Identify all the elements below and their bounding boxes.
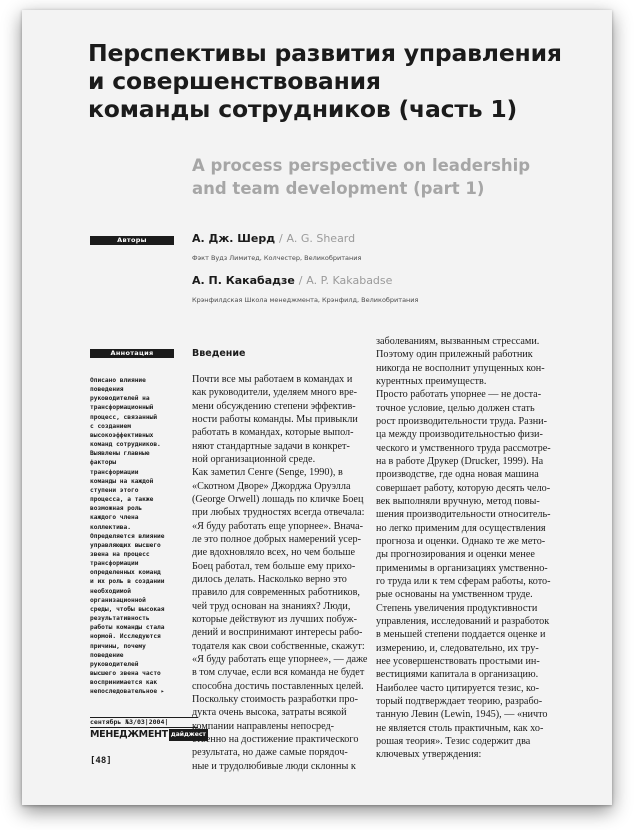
abstract-line: руководителей на — [90, 395, 150, 403]
abstract-line: непоследовательное ▸ — [90, 688, 165, 696]
body-line: Просто работать упорнее — не доста- — [376, 389, 542, 401]
body-line: на в работе Друкер (Drucker, 1999). На — [376, 455, 544, 467]
abstract-line: поведения — [90, 386, 124, 394]
abstract-text — [90, 376, 194, 696]
body-line: никогда не восполнит упущенных кон- — [376, 362, 545, 374]
logo-digest-badge: дайджест — [169, 729, 208, 741]
authors-label: Авторы — [90, 236, 174, 245]
body-line: век выполняли вручную, метод повы- — [376, 495, 540, 507]
abstract-line: команд сотрудников. — [90, 441, 161, 449]
body-line: ды прогнозирования и оценки менее — [376, 549, 535, 561]
body-line: шения производительности относитель- — [376, 509, 551, 521]
body-line: ности работы команды. Мы привыкли — [192, 413, 358, 425]
body-line: работать в командах, которые выпол- — [192, 427, 354, 439]
abstract-line: с созданием — [90, 422, 131, 430]
body-line: дукта очень высока, затраты всякой — [192, 707, 347, 719]
body-line: не является столь практичным, как хо- — [376, 722, 544, 734]
journal-page — [22, 10, 612, 805]
body-line: ключевых утверждения: — [376, 749, 482, 761]
abstract-line: трансформационный — [90, 404, 154, 412]
body-line: производстве, где одна новая машина — [376, 469, 539, 481]
body-line: Поскольку стоимость разработки про- — [192, 693, 358, 705]
body-column-2 — [376, 335, 556, 762]
abstract-line: работы команды стала — [90, 624, 165, 632]
body-line: тодателя как свои собственные, скажут: — [192, 640, 365, 652]
body-line: дие вдохновляло всех, но чем больше — [192, 547, 356, 559]
body-column-1 — [192, 373, 372, 773]
body-line: компании направлены непосред- — [192, 720, 335, 732]
body-line: в том случае, если вся команда не будет — [192, 667, 365, 679]
abstract-line: результативность — [90, 615, 150, 623]
body-line: ной организационной среде. — [192, 453, 316, 465]
abstract-line: руководителей — [90, 660, 139, 668]
body-line: Боец работал, тем больше ему прихо- — [192, 560, 356, 572]
abstract-line: коллектива. — [90, 523, 131, 531]
body-line: в меньшей степени поддается оценке и — [376, 629, 546, 641]
abstract-line: Определяется влияние — [90, 532, 165, 540]
abstract-line: среды, чтобы высокая — [90, 605, 165, 613]
abstract-line: Описано влияние — [90, 377, 146, 384]
body-line: применимы в организациях умственно- — [376, 562, 548, 574]
body-line: рые основаны на умственном труде. — [376, 589, 533, 601]
body-line: дений и воспринимают интересы рабо- — [192, 627, 363, 639]
body-line: при любых трудностях всегда отвечала: — [192, 507, 365, 519]
author-separator: / — [278, 232, 283, 245]
subtitle-line: and team development (part 1) — [192, 179, 485, 198]
abstract-line: трансформации — [90, 468, 139, 476]
body-line: няют стандартные задачи в конкрет- — [192, 440, 350, 452]
abstract-line: каждого члена — [90, 514, 139, 522]
abstract-line: процесса, а также — [90, 496, 154, 504]
author-name-latin: A. P. Kakabadse — [306, 274, 393, 287]
abstract-line: управляющих высшего — [90, 541, 161, 549]
body-line: ные и трудолюбивые люди склонны к — [192, 760, 356, 772]
body-line: как руководители, уделяем много вре- — [192, 387, 357, 399]
body-line: нее усовершенствовать простыми ин- — [376, 655, 540, 667]
logo-main-text: МЕНЕДЖМЕНТ — [90, 729, 168, 740]
body-line: ческого и умственного труда рассмотре- — [376, 442, 551, 454]
body-line: го труда или к тем сферам работы, кото- — [376, 575, 551, 587]
abstract-line: звена на процесс — [90, 550, 150, 558]
author-1-affiliation: Фэкт Вудз Лимитед, Колчестер, Великобритания — [192, 254, 362, 262]
body-line: «Я буду работать еще упорнее», — даже — [192, 653, 368, 665]
body-line: (George Orwell) лошадь по кличке Боец — [192, 493, 364, 505]
body-line: «Я буду работать еще упорнее». Внача- — [192, 520, 363, 532]
abstract-line: Выявлены главные — [90, 450, 150, 458]
abstract-line: нормой. Исследуются — [90, 633, 161, 641]
body-line: Как заметил Сенге (Senge, 1990), в — [192, 467, 343, 479]
magazine-logo — [90, 729, 208, 741]
abstract-line: возможная роль — [90, 505, 143, 513]
abstract-line: факторы — [90, 459, 117, 467]
body-line: правило для современных работников, — [192, 587, 360, 599]
body-line: совершает работу, которую десять чело- — [376, 482, 551, 494]
author-2 — [192, 274, 392, 287]
page-number: [48] — [90, 756, 112, 766]
body-line: способна достичь поставленных целей. — [192, 680, 364, 692]
abstract-line: команды на каждой — [90, 477, 154, 485]
body-line: торый подтверждает теорию, разрабо- — [376, 695, 543, 707]
abstract-line: ступени этого — [90, 486, 139, 494]
body-line: курентных преимуществ. — [376, 375, 487, 387]
abstract-line: определенных команд — [90, 569, 161, 577]
abstract-line: необходимой — [90, 587, 131, 595]
body-line: рост производительности труда. Разни- — [376, 415, 548, 427]
body-line: прогноза и оценки. Однако те же мето- — [376, 535, 546, 547]
body-line: ле это полное добрых намерений усер- — [192, 533, 361, 545]
subtitle-line: A process perspective on leadership — [192, 156, 531, 175]
title-line: Перспективы развития управления — [88, 39, 562, 67]
abstract-line: высокоэффективных — [90, 431, 154, 439]
title-line: и совершенствования — [88, 67, 381, 95]
body-line: заболеваниям, вызванным стрессами. — [376, 336, 540, 347]
body-line: ственно на достижение практического — [192, 733, 359, 745]
abstract-line: высшего звена часто — [90, 670, 161, 677]
article-subtitle-english — [192, 154, 592, 200]
abstract-line: организационной — [90, 596, 146, 604]
author-name: А. Дж. Шерд — [192, 232, 276, 245]
body-line: чей труд основан на знаниях? Люди, — [192, 600, 351, 612]
body-line: измерению, и, следовательно, их тру- — [376, 642, 539, 654]
body-line: но легко применим для осуществления — [376, 522, 546, 534]
body-line: вестициями капитала в организацию. — [376, 669, 539, 681]
author-2-affiliation: Крэнфилдская Школа менеджмента, Крэнфилд, Великобритания — [192, 296, 419, 304]
body-line: ца между производительностью физи- — [376, 429, 543, 441]
body-line: точное условие, целью должен стать — [376, 402, 535, 414]
abstract-line: и их роль в создании — [90, 578, 165, 586]
author-separator: / — [298, 274, 303, 287]
abstract-line: процесс, связанный — [90, 413, 158, 421]
body-line: которые действуют из лучших побуж- — [192, 613, 357, 625]
abstract-label: Аннотация — [90, 349, 174, 358]
abstract-line: трансформации — [90, 560, 139, 568]
abstract-line: воспринимается как — [90, 679, 158, 687]
section-heading: Введение — [192, 348, 246, 359]
body-line: управления, исследований и разработок — [376, 615, 550, 627]
body-line: Почти все мы работаем в командах и — [192, 374, 353, 385]
body-line: Степень увеличения продуктивности — [376, 602, 538, 614]
body-line: результата, но даже самые порядоч- — [192, 747, 348, 759]
body-line: Поэтому один прилежный работник — [376, 349, 533, 361]
body-line: Наиболее часто цитируется тезис, ко- — [376, 682, 539, 694]
body-line: мени обсуждению степени эффектив- — [192, 400, 356, 412]
article-title — [88, 39, 588, 123]
abstract-line: поведение — [90, 651, 124, 659]
abstract-line: причины, почему — [90, 642, 146, 650]
title-line: команды сотрудников (часть 1) — [88, 95, 518, 123]
body-line: «Скотном Дворе» Джорджа Оруэлла — [192, 480, 351, 492]
body-line: рошая теория». Тезис содержит два — [376, 735, 531, 747]
author-1 — [192, 232, 355, 245]
author-name: А. П. Какабадзе — [192, 274, 295, 287]
issue-info: сентябрь №3/03|2004| — [90, 717, 198, 728]
body-line: танную Левин (Lewin, 1945), — «ничто — [376, 709, 548, 721]
author-name-latin: A. G. Sheard — [286, 232, 356, 245]
body-line: дилось делать. Насколько верно это — [192, 573, 347, 585]
